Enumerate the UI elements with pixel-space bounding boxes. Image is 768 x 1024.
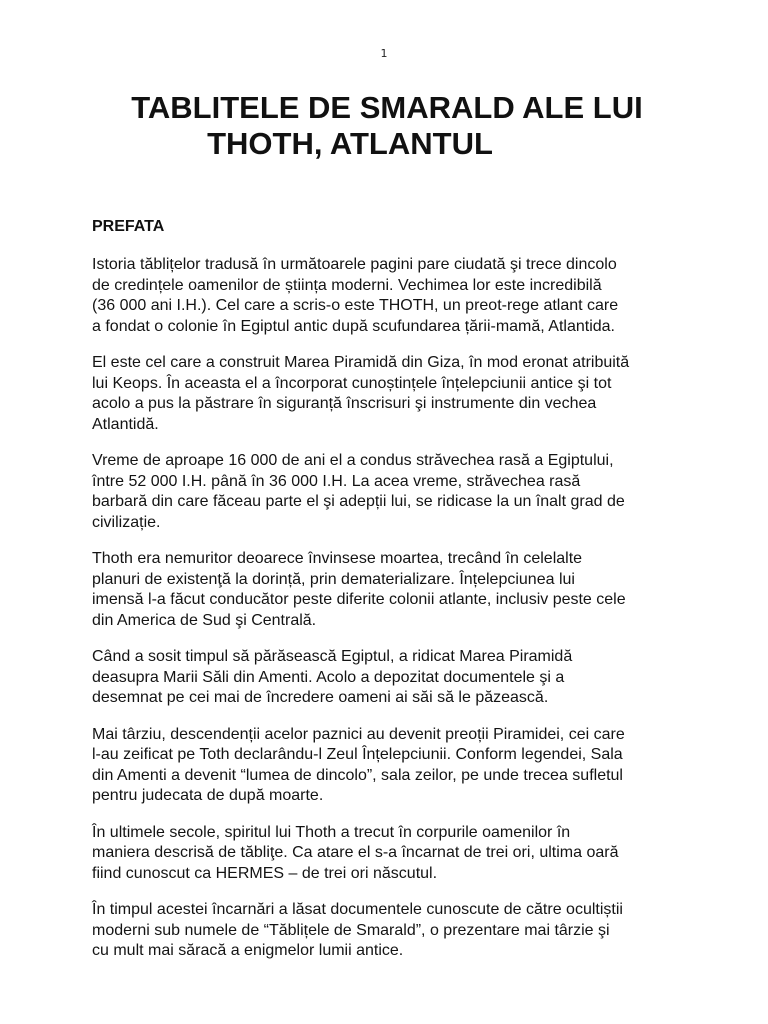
text-line: În timpul acestei încarnări a lăsat documentele cunoscute de către ocultiștii — [92, 901, 623, 918]
text-line: deasupra Marii Săli din Amenti. Acolo a depozitat documentele şi a — [92, 668, 565, 686]
text-line: l-au zeificat pe Toth declarându-l Zeul Înțelepciunii. Conform legendei, Sala — [92, 746, 623, 763]
document-title — [0, 90, 768, 162]
text-line: Mai târziu, descendenții acelor paznici au devenit preoții Piramidei, cei care — [92, 725, 625, 743]
text-line: Istoria tăblițelor tradusă în următoarele pagini pare ciudată şi trece dincolo — [92, 256, 617, 273]
text-line: din Amenti a devenit “lumea de dincolo”, sala zeilor, pe unde trecea sufletul — [92, 766, 623, 784]
text-line: lui Keops. În aceasta el a încorporat cunoștințele înțelepciunii antice şi tot — [92, 374, 612, 392]
text-line: Vreme de aproape 16 000 de ani el a condus străvechea rasă a Egiptului, — [92, 452, 614, 469]
text-line: a fondat o colonie în Egiptul antic după scufundarea țării-mamă, Atlantida. — [92, 317, 615, 335]
section-heading: PREFATA — [92, 218, 165, 235]
text-line: între 52 000 I.H. până în 36 000 I.H. La acea vreme, străvechea rasă — [92, 472, 581, 490]
paragraph-3 — [92, 451, 692, 533]
text-line: Thoth era nemuritor deoarece învinsese moartea, trecând în celelalte — [92, 550, 583, 567]
text-line: desemnat pe cei mai de încredere oameni ai săi să le păzească. — [92, 689, 549, 706]
text-line: În ultimele secole, spiritul lui Thoth a trecut în corpurile oamenilor în — [92, 823, 571, 841]
paragraph-7 — [92, 823, 692, 885]
paragraph-4 — [92, 549, 692, 631]
title-line-2: THOTH, ATLANTUL — [207, 126, 493, 161]
text-line: de credințele oamenilor de știința moderni. Vechimea lor este incredibilă — [92, 276, 602, 294]
paragraph-8 — [92, 900, 692, 962]
text-line: Când a sosit timpul să părăsească Egiptul, a ridicat Marea Piramidă — [92, 648, 573, 665]
paragraph-1 — [92, 255, 692, 337]
text-line: maniera descrisă de tăbliţe. Ca atare el s-a încarnat de trei ori, ultima oară — [92, 844, 619, 861]
text-line: Atlantidă. — [92, 415, 159, 433]
text-line: El este cel care a construit Marea Piramidă din Giza, în mod eronat atribuită — [92, 354, 630, 371]
text-line: din America de Sud şi Centrală. — [92, 611, 317, 629]
paragraph-6 — [92, 725, 692, 807]
page-number: 1 — [380, 47, 388, 60]
body-text — [92, 255, 692, 978]
paragraph-2 — [92, 353, 692, 435]
text-line: pentru judecata de după moarte. — [92, 787, 324, 804]
text-line: fiind cunoscut ca HERMES – de trei ori născutul. — [92, 864, 438, 882]
text-line: cu mult mai săracă a enigmelor lumii antice. — [92, 942, 404, 959]
text-line: barbară din care făceau parte el şi adepții lui, se ridicase la un înalt grad de — [92, 493, 625, 510]
title-line-1: TABLITELE DE SMARALD ALE LUI — [131, 90, 643, 125]
paragraph-5 — [92, 647, 692, 709]
text-line: imensă l-a făcut conducător peste diferite colonii atlante, inclusiv peste cele — [92, 591, 626, 608]
text-line: (36 000 ani I.H.). Cel care a scris-o este THOTH, un preot-rege atlant care — [92, 297, 619, 314]
text-line: civilizație. — [92, 513, 161, 531]
text-line: planuri de existenţă la dorință, prin dematerializare. Înțelepciunea lui — [92, 570, 575, 588]
text-line: moderni sub numele de “Tăblițele de Smarald”, o prezentare mai târzie şi — [92, 921, 610, 939]
text-line: acolo a pus la păstrare în siguranță înscrisuri şi instrumente din vechea — [92, 395, 597, 412]
